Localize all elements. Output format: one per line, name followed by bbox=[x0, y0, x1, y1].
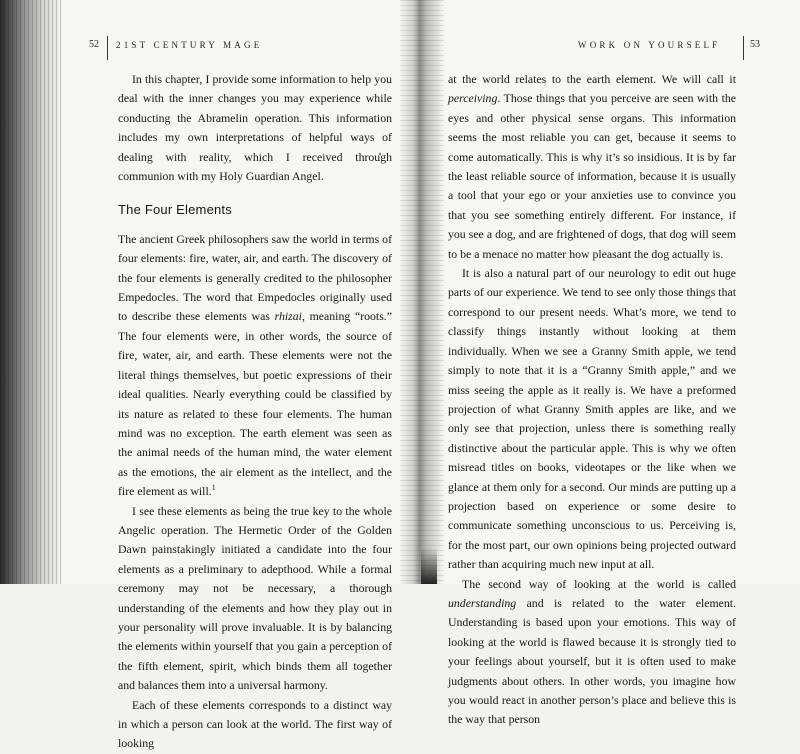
right-page-body bbox=[448, 70, 736, 730]
italic-term: understanding bbox=[448, 595, 517, 610]
paragraph-perceiving bbox=[448, 70, 736, 264]
paragraph-text: , meaning “roots.” The four elements were, in other words, the source of fire, water, air, and earth. These elements were not the literal things themselves, but poetic expressions of their ideal qualities. Nearly everything could be classified by its nature as related to these four elements. The human mind was no exception. The earth element was seen as the animal needs of the human mind, the water element as the emotions, the air element as the intellect, and the fire element as will. bbox=[118, 309, 392, 499]
footnote-marker: 1 bbox=[211, 483, 216, 493]
gutter-shadow bbox=[421, 548, 437, 584]
paragraph-text: at the world relates to the earth element. We will call it bbox=[448, 72, 736, 86]
left-page-body bbox=[118, 70, 392, 754]
italic-term: perceiving bbox=[448, 91, 498, 106]
paragraph-understanding bbox=[448, 575, 736, 730]
paragraph-text: The second way of looking at the world is called bbox=[462, 576, 736, 591]
paragraph-text: . Those things that you perceive are seen with the eyes and other physical sense organs. This information seems the most reliable you can get, because it seems to come automatically. This is why it’s so insidious. It is by far the least reliable source of information, because it is usually a tool that your ego or your anxieties use to convince you that you see something entirely different. For instance, if you see a dog, and are frightened of dogs, that dog will seem to be a menace no matter how pleasant the dog actually is. bbox=[448, 91, 736, 261]
paragraph-text: and is related to the water element. Understanding is based upon your emotions. This way of looking at the world is flawed because it is strongly tied to your feelings about yourself, but it is often used to make judgments about others. In other words, you imagine how you would react in another person’s place and believe this is the way that person bbox=[448, 595, 736, 727]
book-gutter bbox=[400, 0, 444, 584]
header-rule-right bbox=[743, 36, 744, 60]
page-number-left: 52 bbox=[89, 39, 99, 50]
intro-paragraph: In this chapter, I provide some information to help you deal with the inner changes you may experience while conducting the Abramelin operation. This information includes my own interpretations of helpful ways of dealing with reality, which I received through communion with my Holy Guardian Angel. bbox=[118, 72, 392, 184]
italic-term: rhizai bbox=[274, 309, 302, 324]
page-number-right: 53 bbox=[750, 39, 760, 50]
page-edge-shadow bbox=[0, 0, 64, 584]
paragraph-golden-dawn: I see these elements as being the true key to the whole Angelic operation. The Hermetic Order of the Golden Dawn painstakingly initiated a candidate into the four elements as a preliminary to adepthood. While a formal ceremony may not be necessary, a thorough understanding of the elements and how they play out in your personality will prove invaluable. It is by balancing the elements within yourself that you gain a perception of the fifth element, spirit, which binds them all together and balances them into a universal harmony. bbox=[118, 503, 392, 693]
header-rule-left bbox=[107, 36, 108, 60]
running-head-left: 21ST CENTURY MAGE bbox=[116, 40, 263, 50]
paragraph-text: The ancient Greek philosophers saw the world in terms of four elements: fire, water, air, and earth. The discovery of the four elements is generally credited to the philosopher Empedocles. The word that Empedocles originally used to describe these elements was bbox=[118, 231, 392, 324]
section-heading: The Four Elements bbox=[118, 202, 232, 218]
paragraph-neurology: It is also a natural part of our neurology to edit out huge parts of our experience. We tend to see only those things that correspond to our present needs. What’s more, we tend to classify things instantly without looking at them individually. When we see a Granny Smith apple, we tend simply to note that it is a “Granny Smith apple,” and we miss seeing the apple as it really is. We have a preformed projection of what Granny Smith apples are like, and we only see that projection, unless there is something really distinctive about the particular apple. This is why we often misread titles on books, videotapes or the like when we glance at them only for a second. Our minds are putting up a projection based on experience or some desire to communicate something unconscious to us. Perceiving is, for the most part, our own opinions being projected outward rather than acquiring much new input at all. bbox=[448, 266, 736, 572]
running-head-right: WORK ON YOURSELF bbox=[578, 40, 721, 50]
paragraph-ways-of-looking: Each of these elements corresponds to a distinct way in which a person can look at the world. The first way of looking bbox=[118, 697, 392, 751]
paragraph-elements bbox=[118, 230, 392, 502]
